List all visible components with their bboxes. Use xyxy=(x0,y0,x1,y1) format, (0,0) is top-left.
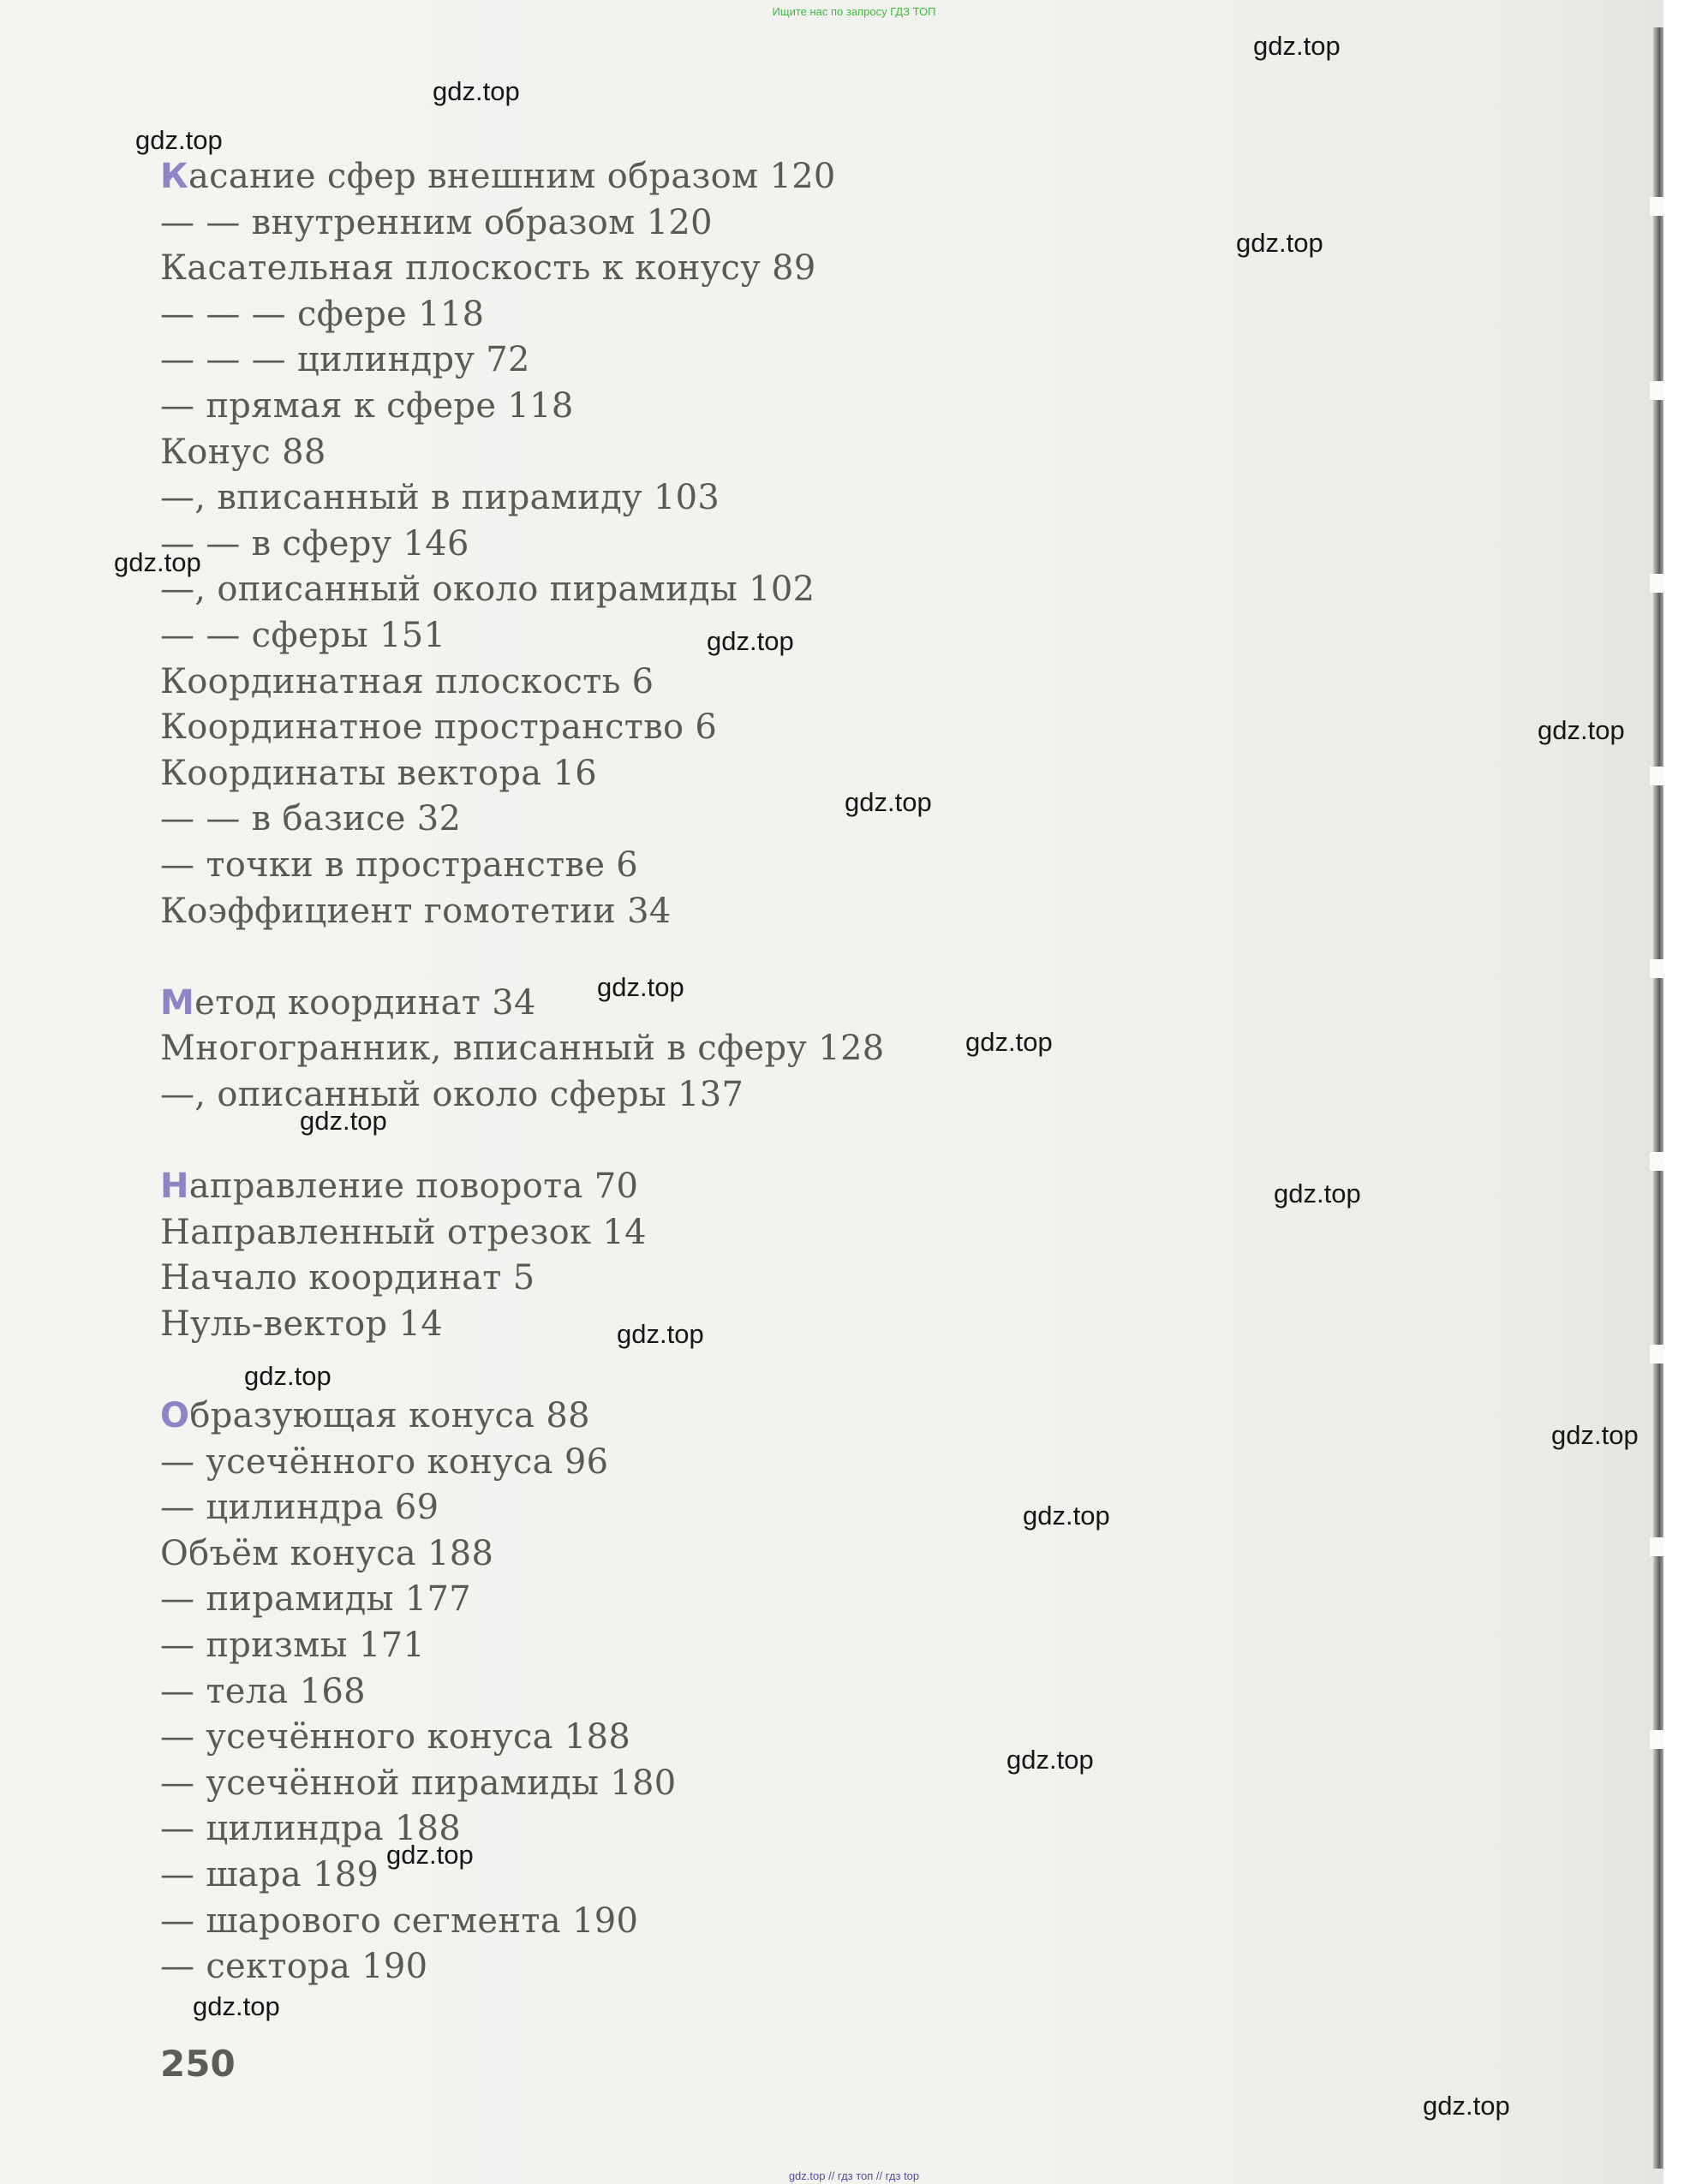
index-entry-text: Объём конуса 188 xyxy=(160,1533,494,1573)
index-entry xyxy=(160,1485,1445,1531)
index-entry xyxy=(160,384,1445,430)
spine-notch xyxy=(1650,1730,1663,1749)
watermark: gdz.top xyxy=(1274,1179,1361,1208)
index-entry-text: Касательная плоскость к конусу 89 xyxy=(160,248,816,289)
index-entry-text: — усечённой пирамиды 180 xyxy=(160,1763,677,1803)
watermark: gdz.top xyxy=(1538,715,1625,745)
index-entry-text: — цилиндра 188 xyxy=(160,1809,462,1849)
watermark: gdz.top xyxy=(386,1840,474,1870)
index-entry xyxy=(160,705,1445,751)
watermark: gdz.top xyxy=(845,787,932,817)
watermark: gdz.top xyxy=(965,1027,1053,1057)
index-entry xyxy=(160,1440,1445,1486)
index-entry xyxy=(160,659,1445,706)
index-entry-text: —, описанный около сферы 137 xyxy=(160,1074,744,1114)
index-entry-text: — — в базисе 32 xyxy=(160,799,462,839)
watermark: gdz.top xyxy=(114,547,201,577)
index-entry xyxy=(160,1210,1445,1256)
index-entry xyxy=(160,292,1445,338)
index-entry xyxy=(160,522,1445,568)
index-entry-text: — — в сферу 146 xyxy=(160,523,469,564)
index-entry xyxy=(160,430,1445,476)
index-entry-text: — призмы 171 xyxy=(160,1626,426,1665)
index-entry-text: аправление поворота 70 xyxy=(188,1167,639,1207)
index-entry xyxy=(160,1302,1445,1348)
spine-notch xyxy=(1650,574,1663,593)
spine-notch xyxy=(1650,1152,1663,1171)
watermark: gdz.top xyxy=(1006,1745,1094,1775)
index-entry-text: — шара 189 xyxy=(160,1854,379,1895)
index-entry xyxy=(160,1256,1445,1302)
index-entry-text: — усечённого конуса 96 xyxy=(160,1441,609,1482)
watermark: gdz.top xyxy=(1236,228,1323,258)
index-entry-text: асание сфер внешним образом 120 xyxy=(188,157,836,196)
book-spine-edge xyxy=(1653,27,1663,2169)
index-entry xyxy=(160,1531,1445,1578)
section-gap xyxy=(160,1347,1445,1393)
page-number: 250 xyxy=(160,2043,236,2085)
watermark: gdz.top xyxy=(1423,2091,1510,2121)
index-entry-text: — шарового сегмента 190 xyxy=(160,1901,639,1941)
watermark: gdz.top xyxy=(617,1319,704,1349)
index-entry xyxy=(160,1853,1445,1899)
index-entry-text: Нуль-вектор 14 xyxy=(160,1304,443,1344)
index-entry xyxy=(160,751,1445,797)
index-entry-text: Начало координат 5 xyxy=(160,1258,535,1298)
watermark: gdz.top xyxy=(244,1361,331,1391)
index-entry-text: — — — сфере 118 xyxy=(160,294,485,334)
index-entry xyxy=(160,1164,1445,1210)
watermark: gdz.top xyxy=(193,1991,280,2021)
spine-notch xyxy=(1650,1537,1663,1556)
subject-index-list xyxy=(160,154,1445,1990)
index-entry-text: — прямая к сфере 118 xyxy=(160,385,574,426)
index-entry-text: — усечённого конуса 188 xyxy=(160,1717,631,1757)
index-entry xyxy=(160,475,1445,522)
index-entry xyxy=(160,797,1445,843)
index-entry xyxy=(160,1026,1445,1072)
index-entry xyxy=(160,1577,1445,1623)
section-letter: Н xyxy=(160,1167,189,1207)
spine-notch xyxy=(1650,767,1663,785)
watermark: gdz.top xyxy=(1253,31,1341,61)
spine-notch xyxy=(1650,1345,1663,1364)
index-entry-text: Конус 88 xyxy=(160,432,326,472)
index-entry xyxy=(160,1761,1445,1807)
index-entry xyxy=(160,1623,1445,1669)
index-entry-text: Координаты вектора 16 xyxy=(160,753,597,793)
index-entry-text: —, описанный около пирамиды 102 xyxy=(160,570,815,610)
index-entry-text: Направленный отрезок 14 xyxy=(160,1212,647,1252)
index-entry-text: — точки в пространстве 6 xyxy=(160,844,639,885)
index-entry-text: Коэффициент гомотетии 34 xyxy=(160,891,672,931)
index-entry xyxy=(160,889,1445,935)
bottom-banner[interactable]: gdz.top // гдз топ // гдз top xyxy=(788,2169,920,2182)
index-entry xyxy=(160,1944,1445,1990)
watermark: gdz.top xyxy=(1023,1501,1110,1531)
section-letter: О xyxy=(160,1396,190,1436)
index-entry-text: — сектора 190 xyxy=(160,1947,428,1987)
spine-notch xyxy=(1650,381,1663,400)
index-entry xyxy=(160,613,1445,659)
index-entry-text: — — — цилиндру 72 xyxy=(160,340,530,380)
index-entry xyxy=(160,843,1445,889)
index-entry xyxy=(160,567,1445,613)
index-entry xyxy=(160,337,1445,384)
spine-notch xyxy=(1650,197,1663,216)
section-letter: К xyxy=(160,157,188,196)
index-entry xyxy=(160,1806,1445,1853)
index-entry xyxy=(160,1899,1445,1945)
watermark: gdz.top xyxy=(300,1106,387,1136)
index-entry-text: — — сферы 151 xyxy=(160,615,446,655)
index-entry-text: — тела 168 xyxy=(160,1671,366,1711)
index-entry xyxy=(160,981,1445,1027)
index-entry xyxy=(160,154,1445,200)
section-letter: М xyxy=(160,982,195,1023)
index-entry-text: Координатная плоскость 6 xyxy=(160,661,654,701)
spine-notch xyxy=(1650,959,1663,978)
index-entry xyxy=(160,1393,1445,1440)
watermark: gdz.top xyxy=(135,125,223,155)
index-entry-text: — пирамиды 177 xyxy=(160,1579,471,1620)
watermark: gdz.top xyxy=(707,626,794,656)
index-entry-text: — цилиндра 69 xyxy=(160,1488,439,1528)
index-entry-text: — — внутренним образом 120 xyxy=(160,202,713,242)
index-entry xyxy=(160,1715,1445,1761)
index-entry-text: етод координат 34 xyxy=(194,982,536,1023)
index-entry xyxy=(160,1669,1445,1716)
index-entry-text: бразующая конуса 88 xyxy=(189,1396,590,1436)
watermark: gdz.top xyxy=(1551,1420,1639,1450)
watermark: gdz.top xyxy=(433,76,520,106)
scan-margin xyxy=(1663,0,1708,2184)
top-banner[interactable]: Ищите нас по запросу ГДЗ ТОП xyxy=(772,5,936,18)
index-entry-text: Координатное пространство 6 xyxy=(160,707,718,748)
index-entry-text: —, вписанный в пирамиду 103 xyxy=(160,478,720,518)
section-gap xyxy=(160,934,1445,981)
watermark: gdz.top xyxy=(597,972,684,1002)
index-entry-text: Многогранник, вписанный в сферу 128 xyxy=(160,1029,885,1069)
